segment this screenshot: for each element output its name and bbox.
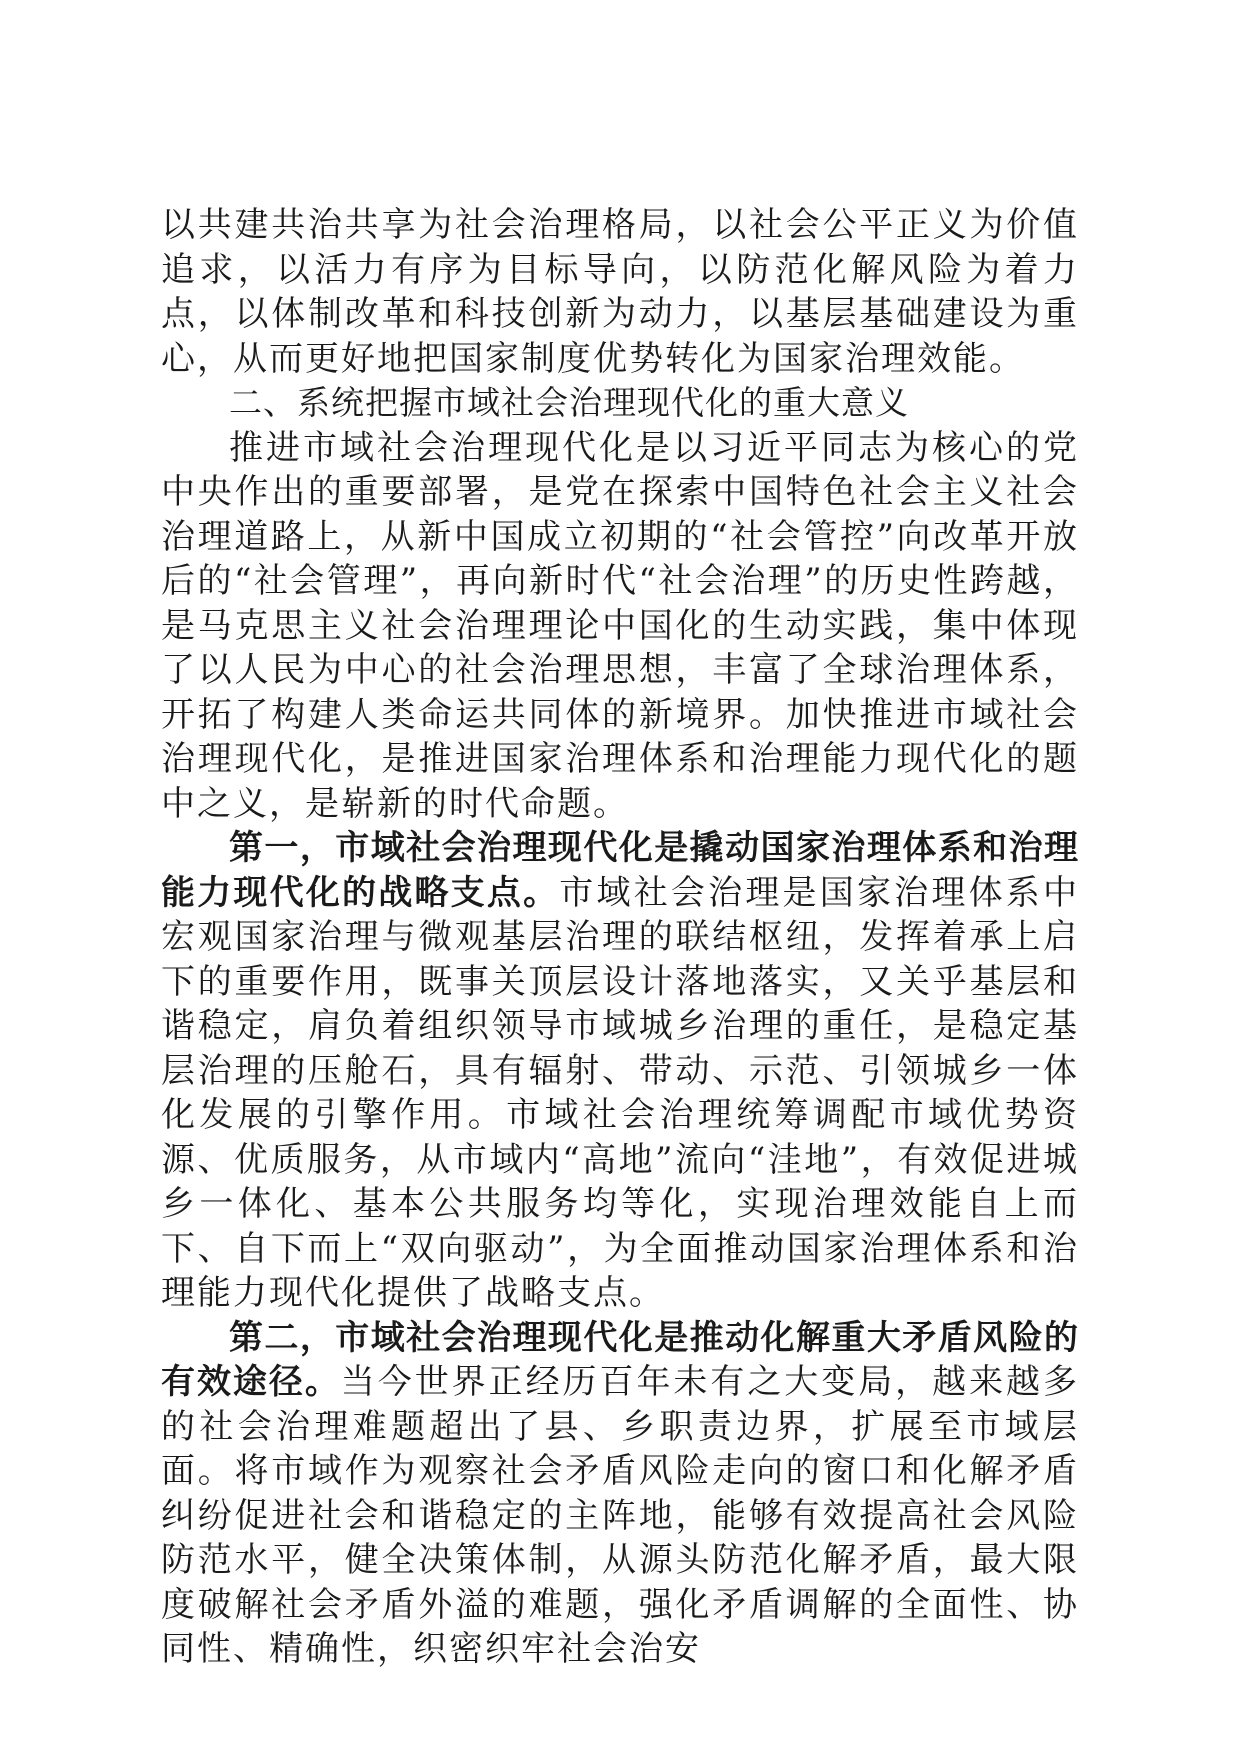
point-one-body: 市域社会治理是国家治理体系中宏观国家治理与微观基层治理的联结枢纽，发挥着承上启下的重要作用，既事关顶层设计落地落实，又关乎基层和谐稳定，肩负着组织领导市域城乡治理的重任，是稳定基层治理的压舱石，具有辐射、带动、示范、引领城乡一体化发展的引擎作用。市域社会治理统筹调配市域优势资源、优质服务，从市域内“高地”流向“洼地”，有效促进城乡一体化、基本公共服务均等化，实现治理效能自上而下、自下而上“双向驱动”，为全面推动国家治理体系和治理能力现代化提供了战略支点。	[161, 872, 1080, 1313]
point-two-body: 当今世界正经历百年未有之大变局，越来越多的社会治理难题超出了县、乡职责边界，扩展至市域层面。将市域作为观察社会矛盾风险走向的窗口和化解矛盾纠纷促进社会和谐稳定的主阵地，能够有效提高社会风险防范水平，健全决策体制，从源头防范化解矛盾，最大限度破解社会矛盾外溢的难题，强化矛盾调解的全面性、协同性、精确性，织密织牢社会治安	[161, 1362, 1080, 1669]
point-one-lead: 第一，市域社会治理现代化是撬动国家治理体系和治理能力现代化的战略支点。	[161, 828, 1079, 913]
document-body	[161, 203, 1079, 1672]
point-two-lead: 第二，市域社会治理现代化是推动化解重大矛盾风险的有效途径。	[161, 1317, 1079, 1402]
point-one-paragraph	[161, 826, 1079, 1316]
paragraph-continuation: 以共建共治共享为社会治理格局，以社会公平正义为价值追求，以活力有序为目标导向，以防范化解风险为着力点，以体制改革和科技创新为动力，以基层基础建设为重心，从而更好地把国家制度优势转化为国家治理效能。	[161, 205, 1079, 379]
section-heading: 二、系统把握市域社会治理现代化的重大意义	[229, 383, 909, 422]
point-two-paragraph	[161, 1316, 1079, 1672]
paragraph-significance: 推进市域社会治理现代化是以习近平同志为核心的党中央作出的重要部署，是党在探索中国特色社会主义社会治理道路上，从新中国成立初期的“社会管控”向改革开放后的“社会管理”，再向新时代“社会治理”的历史性跨越，是马克思主义社会治理理论中国化的生动实践，集中体现了以人民为中心的社会治理思想，丰富了全球治理体系，开拓了构建人类命运共同体的新境界。加快推进市域社会治理现代化，是推进国家治理体系和治理能力现代化的题中之义，是崭新的时代命题。	[161, 427, 1079, 824]
